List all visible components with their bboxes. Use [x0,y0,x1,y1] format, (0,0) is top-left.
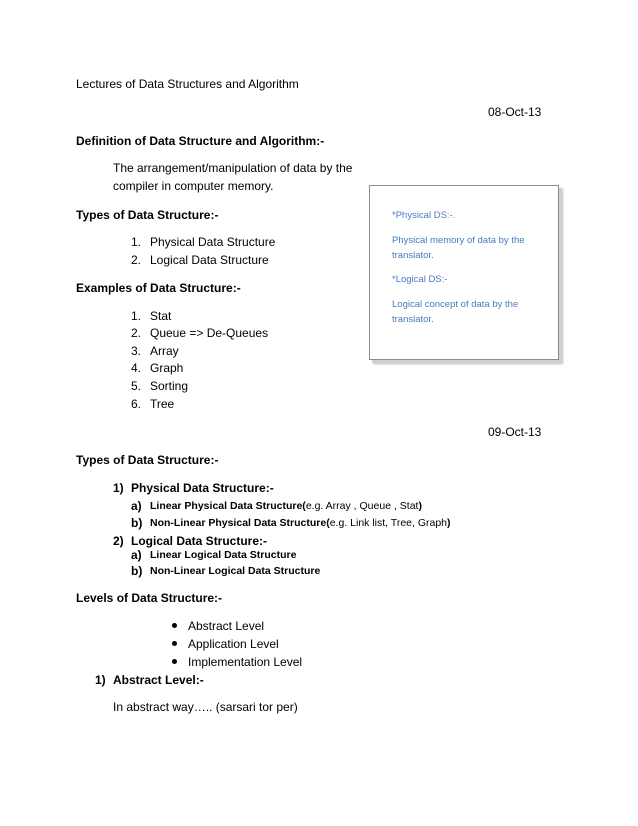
linear-physical-item [150,498,422,514]
types-item-logical: Logical Data Structure [150,253,269,267]
callout-line: translator. [392,314,434,325]
abstract-level-text: In abstract way….. (sarsari tor per) [113,700,298,714]
comment-callout-box [369,185,559,360]
date-08-oct: 08-Oct-13 [488,105,542,119]
list-number: 1. [131,235,142,249]
example-item: Queue => De-Queues [150,326,269,340]
nonlinear-logical-item: Non-Linear Logical Data Structure [150,565,321,577]
callout-line: *Physical DS:-. [392,210,456,221]
item-term: Linear Physical Data Structure( [150,500,306,512]
example-item: Tree [150,397,175,411]
list-letter: a) [131,548,142,562]
bullet-icon [172,641,177,646]
abstract-level-heading: Abstract Level:- [113,673,204,687]
list-number: 1) [95,673,106,687]
list-number: 2) [113,534,124,548]
definition-line-2: compiler in computer memory. [113,179,274,193]
levels-heading: Levels of Data Structure:- [76,591,223,605]
item-close: ) [447,517,451,529]
list-number: 2. [131,326,142,340]
level-item: Implementation Level [188,655,303,669]
item-close: ) [418,500,422,512]
example-item: Array [150,344,179,358]
level-item: Abstract Level [188,619,265,633]
list-letter: b) [131,516,143,530]
example-item: Stat [150,309,172,323]
list-number: 2. [131,253,142,267]
logical-ds-heading: Logical Data Structure:- [131,534,268,548]
list-number: 4. [131,361,142,375]
item-term: Non-Linear Physical Data Structure( [150,517,330,529]
linear-logical-item: Linear Logical Data Structure [150,549,297,561]
list-letter: a) [131,499,142,513]
list-number: 3. [131,344,142,358]
nonlinear-physical-item [150,515,451,531]
physical-ds-heading: Physical Data Structure:- [131,481,274,495]
document-title: Lectures of Data Structures and Algorithm [76,77,299,91]
list-number: 1. [131,309,142,323]
callout-line: Physical memory of data by the [392,235,525,246]
list-number: 6. [131,397,142,411]
bullet-icon [172,623,177,628]
callout-line: Logical concept of data by the [392,299,519,310]
bullet-icon [172,659,177,664]
list-number: 1) [113,481,124,495]
definition-heading: Definition of Data Structure and Algorithm:- [76,134,325,148]
list-number: 5. [131,379,142,393]
example-item: Sorting [150,379,189,393]
callout-line: *Logical DS:- [392,274,448,285]
item-examples: e.g. Link list, Tree, Graph [329,517,448,529]
examples-heading: Examples of Data Structure:- [76,281,241,295]
callout-line: translator. [392,250,434,261]
types-heading: Types of Data Structure:- [76,208,219,222]
date-09-oct: 09-Oct-13 [488,425,542,439]
list-letter: b) [131,564,143,578]
example-item: Graph [150,361,184,375]
types-heading-2: Types of Data Structure:- [76,453,219,467]
types-item-physical: Physical Data Structure [150,235,276,249]
item-examples: e.g. Array , Queue , Stat [305,500,419,512]
definition-line-1: The arrangement/manipulation of data by the [113,161,353,175]
level-item: Application Level [188,637,279,651]
